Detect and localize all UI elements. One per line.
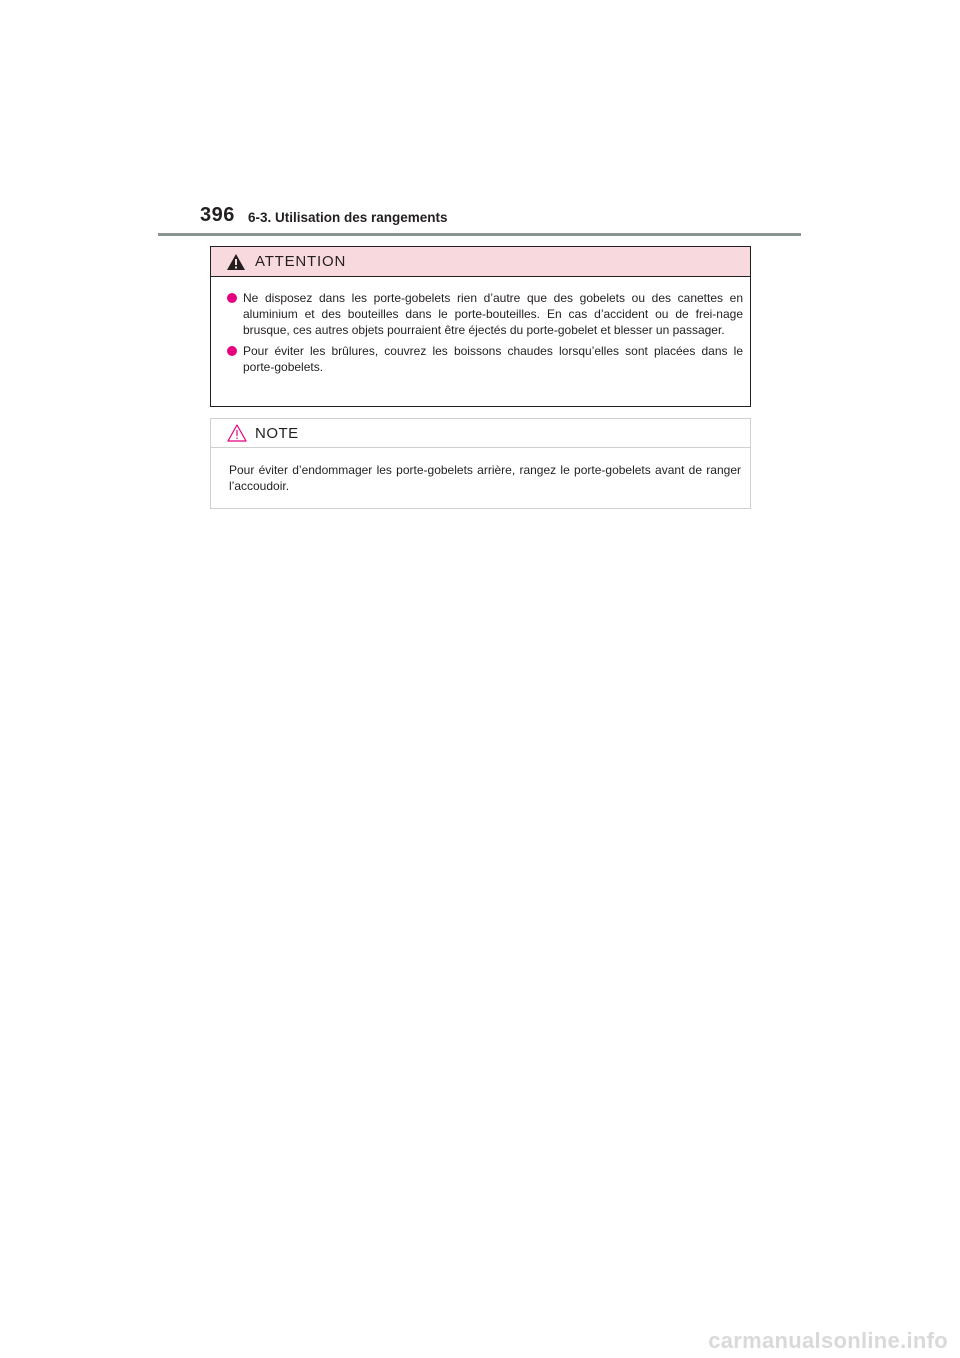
note-box — [210, 418, 751, 509]
note-title: NOTE — [255, 425, 299, 442]
bullet-icon — [227, 346, 237, 356]
attention-header — [211, 247, 750, 277]
bullet-icon — [227, 293, 237, 303]
warning-icon — [227, 254, 245, 270]
section-title: 6-3. Utilisation des rangements — [248, 210, 448, 225]
watermark: carmanualsonline.info — [708, 1328, 948, 1353]
list-item — [227, 343, 743, 375]
page-number: 396 — [200, 204, 235, 226]
list-item-text: Ne disposez dans les porte-gobelets rien d’autre que des gobelets ou des canettes en aluminium et des bouteilles dans le porte-bouteilles. En cas d’accident ou de frei-nage brusque, ces autres objets pourraient être éjectés du porte-gobelet et blesser un passager. — [243, 291, 743, 337]
attention-title: ATTENTION — [255, 253, 347, 270]
note-header — [211, 419, 750, 448]
header-divider — [158, 233, 801, 236]
page-header — [200, 204, 800, 228]
caution-outline-icon — [227, 424, 247, 442]
list-item — [227, 290, 743, 338]
note-body: Pour éviter d’endommager les porte-gobelets arrière, rangez le porte-gobelets avant de ranger l’accoudoir. — [229, 463, 741, 493]
attention-list — [211, 277, 750, 375]
attention-box — [210, 246, 751, 407]
list-item-text: Pour éviter les brûlures, couvrez les boissons chaudes lorsqu’elles sont placées dans le porte-gobelets. — [243, 344, 743, 374]
